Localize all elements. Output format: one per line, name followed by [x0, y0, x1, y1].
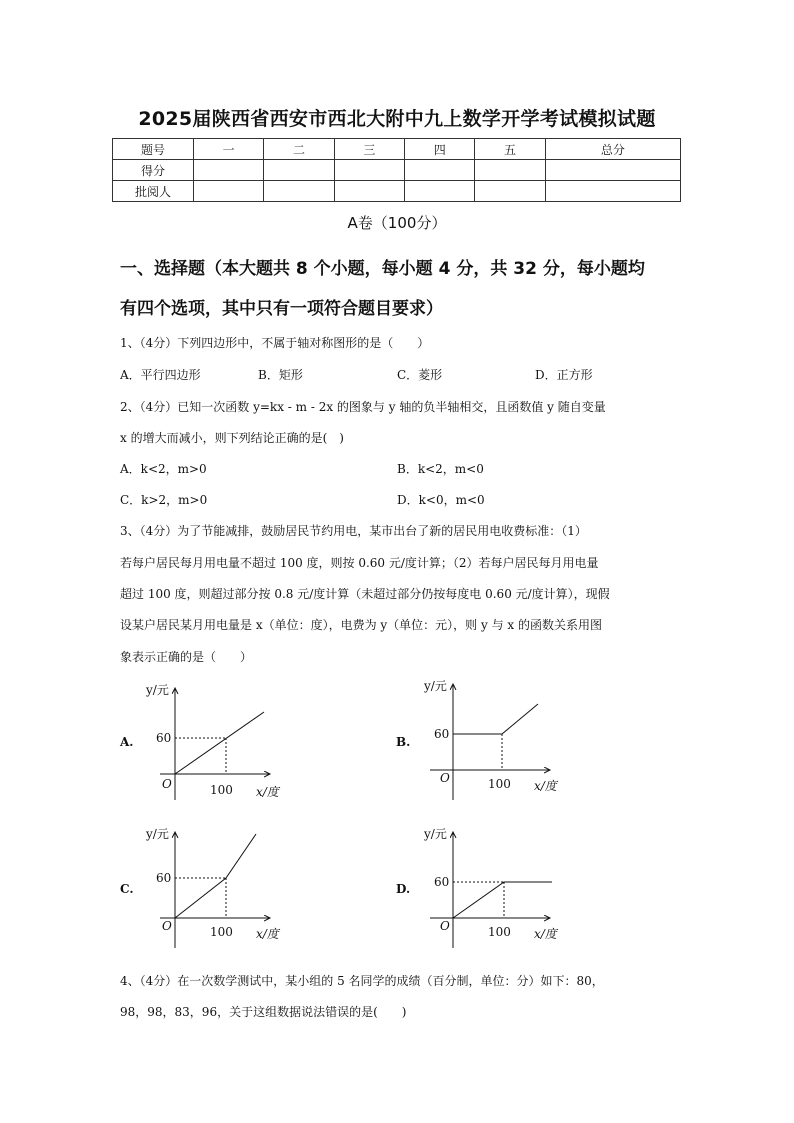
y-axis-label: y/元	[424, 679, 447, 693]
header-cell: 总分	[545, 139, 680, 160]
graph-a	[140, 680, 300, 805]
exam-title: 2025届陕西省西安市西北大附中九上数学开学考试模拟试题	[138, 108, 656, 130]
x-axis-label: x/度	[256, 927, 279, 941]
row-label: 批阅人	[113, 181, 194, 202]
origin-label: O	[440, 771, 450, 785]
graph-d	[418, 824, 578, 949]
q2-option-d: D．k<0，m<0	[397, 493, 485, 507]
q3-line4: 设某户居民某月用电量是 x（单位：度），电费为 y（单位：元），则 y 与 x 的函数关系用图	[120, 618, 602, 632]
q2-option-c: C．k>2，m>0	[120, 493, 208, 507]
graph-line	[453, 882, 552, 918]
header-cell: 四	[405, 139, 475, 160]
graph-c-label: C.	[120, 882, 134, 896]
score-table-row	[113, 181, 681, 202]
x-tick-label: 100	[210, 925, 233, 939]
origin-label: O	[440, 919, 450, 933]
score-cell	[194, 160, 264, 181]
y-axis-label: y/元	[146, 827, 169, 841]
q1-option-d: D．正方形	[535, 368, 593, 382]
score-cell	[545, 181, 680, 202]
graph-b-label: B.	[396, 735, 411, 749]
score-table	[112, 138, 681, 202]
q2-option-b: B．k<2，m<0	[397, 462, 484, 476]
score-cell	[264, 181, 334, 202]
graph-b	[418, 676, 578, 801]
score-cell	[334, 160, 404, 181]
q4-line1: 4、（4分）在一次数学测试中，某小组的 5 名同学的成绩（百分制，单位：分）如下：80，	[120, 974, 604, 988]
x-tick-label: 100	[488, 925, 511, 939]
y-axis-label: y/元	[146, 683, 169, 697]
q3-line1: 3、（4分）为了节能减排，鼓励居民节约用电，某市出台了新的居民用电收费标准：（1）	[120, 524, 587, 538]
section-heading-line1: 一、选择题（本大题共 8 个小题，每小题 4 分，共 32 分，每小题均	[120, 259, 645, 279]
origin-label: O	[162, 777, 172, 791]
q2-stem-line2: x 的增大而减小，则下列结论正确的是( )	[120, 431, 344, 445]
header-cell: 一	[194, 139, 264, 160]
header-cell: 题号	[113, 139, 194, 160]
x-axis-label: x/度	[534, 779, 557, 793]
score-table-row	[113, 160, 681, 181]
section-heading-line2: 有四个选项，其中只有一项符合题目要求）	[120, 299, 443, 319]
x-axis-label: x/度	[256, 785, 279, 799]
score-cell	[405, 160, 475, 181]
x-tick-label: 100	[488, 777, 511, 791]
q4-line2: 98，98，83，96，关于这组数据说法错误的是( )	[120, 1005, 407, 1019]
header-cell: 五	[475, 139, 545, 160]
graph-a-label: A.	[120, 735, 134, 749]
score-cell	[405, 181, 475, 202]
graph-line	[453, 704, 538, 734]
q1-option-c: C．菱形	[397, 368, 443, 382]
score-table-header-row	[113, 139, 681, 160]
y-tick-label: 60	[156, 871, 172, 885]
x-tick-label: 100	[210, 783, 233, 797]
y-axis-label: y/元	[424, 827, 447, 841]
y-tick-label: 60	[156, 731, 172, 745]
q2-stem-line1: 2、（4分）已知一次函数 y=kx - m - 2x 的图象与 y 轴的负半轴相交，且函数值 y 随自变量	[120, 400, 606, 414]
graph-d-label: D.	[396, 882, 411, 896]
q1-option-b: B．矩形	[258, 368, 303, 382]
q1-stem: 1、（4分）下列四边形中，不属于轴对称图形的是（ ）	[120, 336, 430, 350]
x-axis-label: x/度	[534, 927, 557, 941]
graph-c	[140, 824, 300, 949]
y-tick-label: 60	[434, 875, 450, 889]
volume-heading: A卷（100分）	[347, 214, 447, 232]
graph-line	[175, 712, 264, 774]
graph-line	[175, 834, 256, 918]
q3-line3: 超过 100 度，则超过部分按 0.8 元/度计算（未超过部分仍按每度电 0.60 元/度计算），现假	[120, 587, 610, 601]
score-cell	[264, 160, 334, 181]
q3-line5: 象表示正确的是（ ）	[120, 650, 253, 664]
header-cell: 三	[334, 139, 404, 160]
score-cell	[334, 181, 404, 202]
score-cell	[545, 160, 680, 181]
q3-line2: 若每户居民每月用电量不超过 100 度，则按 0.60 元/度计算；（2）若每户居民每月用电量	[120, 556, 599, 570]
score-cell	[475, 160, 545, 181]
y-tick-label: 60	[434, 727, 450, 741]
origin-label: O	[162, 919, 172, 933]
score-cell	[475, 181, 545, 202]
row-label: 得分	[113, 160, 194, 181]
header-cell: 二	[264, 139, 334, 160]
q2-option-a: A．k<2，m>0	[120, 462, 207, 476]
score-cell	[194, 181, 264, 202]
q1-option-a: A．平行四边形	[120, 368, 201, 382]
